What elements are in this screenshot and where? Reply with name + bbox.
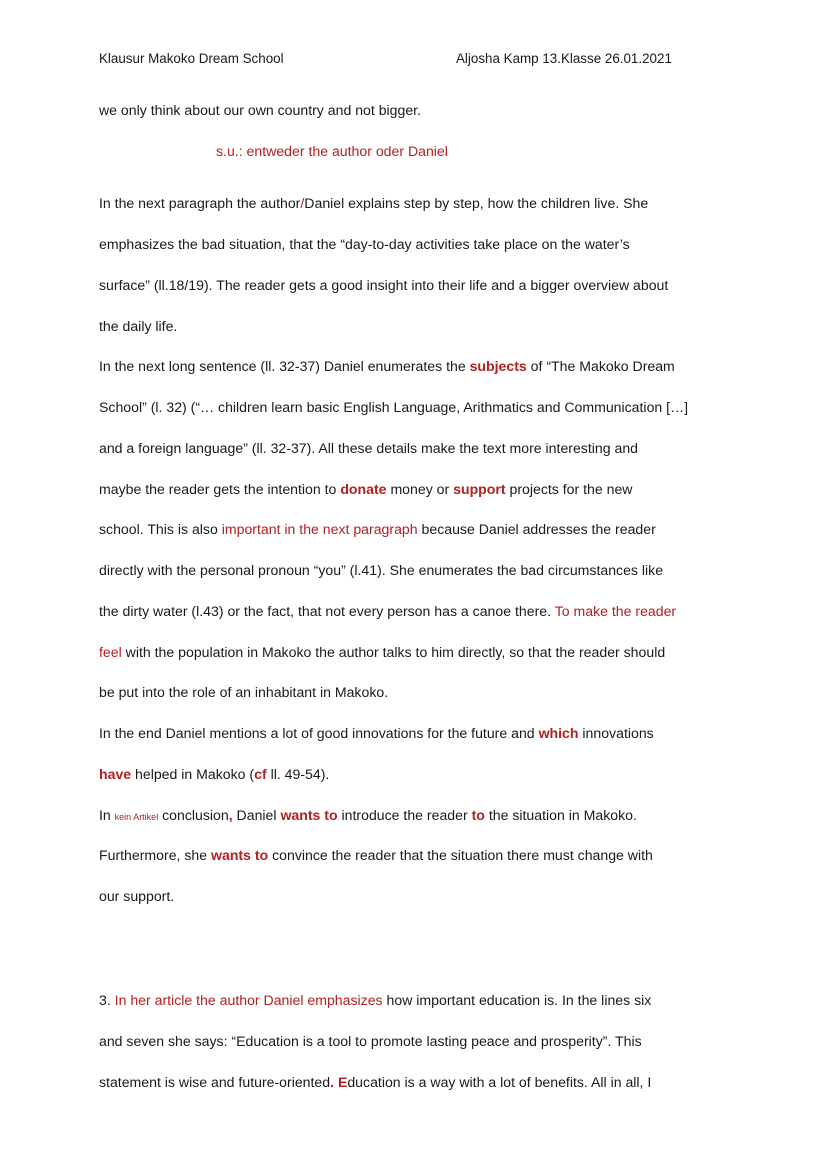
text-segment: and a foreign language” (ll. 32-37). All these details make the text more interesting and <box>99 440 639 456</box>
text-line <box>99 520 656 538</box>
text-segment: In the end Daniel mentions a lot of good innovations for the future and <box>99 725 539 741</box>
header-right: Aljosha Kamp 13.Klasse 26.01.2021 <box>456 51 672 66</box>
text-segment: helped in Makoko ( <box>131 766 255 782</box>
text-line <box>216 142 448 160</box>
correction-note: kein Artikel <box>114 812 159 822</box>
correction-text: subjects <box>469 358 527 374</box>
correction-text: which <box>538 725 579 741</box>
correction-text: cf <box>254 766 267 782</box>
text-line <box>99 398 688 416</box>
text-line <box>99 643 665 661</box>
text-segment: the daily life. <box>99 318 178 334</box>
text-segment: 3. <box>99 992 115 1008</box>
correction-text: , <box>228 807 233 823</box>
text-line <box>99 101 421 119</box>
correction-text: feel <box>99 644 122 660</box>
text-segment: be put into the role of an inhabitant in Makoko. <box>99 684 389 700</box>
text-line <box>99 887 174 905</box>
text-line <box>99 724 654 742</box>
text-segment: of “The Makoko Dream <box>526 358 675 374</box>
text-segment: and seven she says: “Education is a tool to promote lasting peace and prosperity”. This <box>99 1033 642 1049</box>
text-segment: convince the reader that the situation there must change with <box>268 847 653 863</box>
text-segment: ducation is a way with a lot of benefits. All in all, I <box>347 1074 652 1090</box>
text-segment: statement is wise and future-oriented <box>99 1074 331 1090</box>
text-line <box>99 276 668 294</box>
text-segment: we only think about our own country and not bigger. <box>99 102 422 118</box>
text-segment: school. This is also <box>99 521 222 537</box>
text-line <box>99 683 388 701</box>
correction-text: donate <box>340 481 387 497</box>
correction-text: support <box>453 481 506 497</box>
header-left: Klausur Makoko Dream School <box>99 51 284 66</box>
text-line <box>99 1032 642 1050</box>
text-segment: the situation in Makoko. <box>484 807 637 823</box>
text-segment: our support. <box>99 888 175 904</box>
text-line <box>99 602 676 620</box>
text-segment: the dirty water (l.43) or the fact, that not every person has a canoe there. <box>99 603 555 619</box>
text-segment: emphasizes the bad situation, that the “day-to-day activities take place on the water’s <box>99 236 630 252</box>
text-segment: directly with the personal pronoun “you” (l.41). She enumerates the bad circumstances like <box>99 562 664 578</box>
text-segment: Daniel <box>232 807 281 823</box>
text-segment: In the next paragraph the author <box>99 195 301 211</box>
text-segment: money or <box>386 481 454 497</box>
text-segment: In <box>99 807 115 823</box>
correction-text: have <box>99 766 132 782</box>
text-segment: how important education is. In the lines six <box>382 992 652 1008</box>
correction-text: / <box>300 195 305 211</box>
correction-text: To make the reader <box>554 603 677 619</box>
text-line <box>99 194 648 212</box>
text-line <box>99 480 632 498</box>
text-line <box>99 439 638 457</box>
text-line <box>99 317 177 335</box>
text-segment: ll. 49-54). <box>266 766 330 782</box>
correction-text: important in the next paragraph <box>221 521 418 537</box>
text-segment: maybe the reader gets the intention to <box>99 481 341 497</box>
text-segment: with the population in Makoko the author talks to him directly, so that the reader should <box>121 644 666 660</box>
text-line <box>99 561 663 579</box>
text-line <box>99 765 329 783</box>
text-segment: In the next long sentence (ll. 32-37) Daniel enumerates the <box>99 358 470 374</box>
text-line <box>99 1073 651 1091</box>
text-segment: innovations <box>578 725 654 741</box>
correction-text: . E <box>330 1074 348 1090</box>
correction-text: to <box>471 807 485 823</box>
text-segment: School” (l. 32) (“… children learn basic English Language, Arithmatics and Communication […] <box>99 399 689 415</box>
correction-text: wants to <box>280 807 338 823</box>
text-line <box>99 846 653 864</box>
text-line <box>99 357 675 375</box>
text-segment: Furthermore, she <box>99 847 212 863</box>
text-line <box>99 806 637 826</box>
correction-text: wants to <box>211 847 269 863</box>
text-segment: because Daniel addresses the reader <box>417 521 656 537</box>
correction-text: In her article the author Daniel emphasizes <box>114 992 383 1008</box>
text-segment: introduce the reader <box>337 807 472 823</box>
text-segment: conclusion <box>158 807 229 823</box>
text-line <box>99 235 630 253</box>
correction-text: s.u.: entweder the author oder Daniel <box>216 143 448 159</box>
text-segment: surface” (ll.18/19). The reader gets a good insight into their life and a bigger overview about <box>99 277 669 293</box>
text-segment: projects for the new <box>505 481 633 497</box>
text-segment: Daniel explains step by step, how the children live. She <box>304 195 649 211</box>
text-line <box>99 991 651 1009</box>
